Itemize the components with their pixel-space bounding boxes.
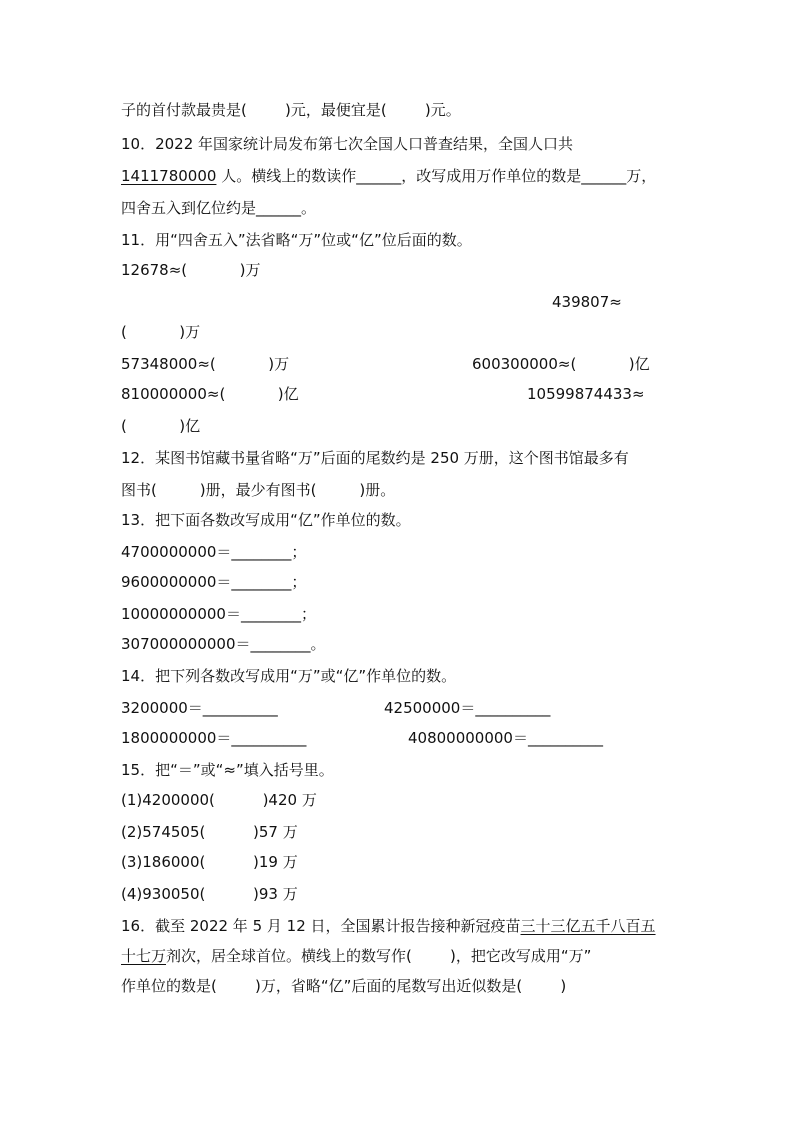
question-12-line-2: 图书( )册，最少有图书( )册。 (121, 481, 396, 499)
underlined-number: 1411780000 (121, 167, 217, 185)
q11-item-6: 10599874433≈ (527, 385, 645, 403)
q11-item-5: 810000000≈( )亿 (121, 385, 299, 403)
question-12: 12．某图书馆藏书量省略“万”后面的尾数约是 250 万册，这个图书馆最多有 (121, 449, 629, 467)
q11-item-1: 12678≈( )万 (121, 261, 261, 279)
q11-item-2-blank: ( )万 (121, 323, 201, 341)
question-13: 13．把下面各数改写成用“亿”作单位的数。 (121, 511, 411, 529)
q14-item-2: 42500000＝__________ (384, 699, 551, 717)
q11-item-3: 57348000≈( )万 (121, 355, 290, 373)
question-11: 11．用“四舍五入”法省略“万”位或“亿”位后面的数。 (121, 231, 472, 249)
question-16-text-2: 剂次，居全球首位。横线上的数写作( )，把它改写成用“万” (166, 947, 592, 965)
question-10: 10．2022 年国家统计局发布第七次全国人口普查结果，全国人口共 (121, 135, 574, 153)
question-16-text: 16．截至 2022 年 5 月 12 日，全国累计报告接种新冠疫苗 (121, 917, 521, 935)
question-16 (121, 916, 656, 936)
line-q9-tail: 子的首付款最贵是( )元，最便宜是( )元。 (121, 101, 461, 119)
q15-item-1: (1)4200000( )420 万 (121, 791, 317, 809)
question-14: 14．把下列各数改写成用“万”或“亿”作单位的数。 (121, 667, 457, 685)
question-10-text: 人。横线上的数读作______，改写成用万作单位的数是______万， (216, 167, 657, 185)
question-16-line-3: 作单位的数是( )万，省略“亿”后面的尾数写出近似数是( ) (121, 977, 567, 995)
question-10-line-2 (121, 166, 656, 186)
q11-item-6-blank: ( )亿 (121, 417, 201, 435)
q15-item-3: (3)186000( )19 万 (121, 853, 298, 871)
underlined-number-words: 三十三亿五千八百五 (520, 917, 656, 935)
q13-item-2: 9600000000＝________； (121, 573, 307, 591)
q14-item-3: 1800000000＝__________ (121, 729, 307, 747)
underlined-number-words-2: 十七万 (121, 947, 167, 965)
q15-item-4: (4)930050( )93 万 (121, 885, 298, 903)
question-15: 15．把“＝”或“≈”填入括号里。 (121, 761, 334, 779)
q11-item-4: 600300000≈( )亿 (472, 355, 650, 373)
question-16-line-2 (121, 946, 591, 966)
q15-item-2: (2)574505( )57 万 (121, 823, 298, 841)
q14-item-1: 3200000＝__________ (121, 699, 278, 717)
q13-item-4: 307000000000＝________。 (121, 635, 326, 653)
q13-item-1: 4700000000＝________； (121, 543, 307, 561)
q13-item-3: 10000000000＝________； (121, 605, 316, 623)
question-10-line-3: 四舍五入到亿位约是______。 (121, 199, 317, 217)
q14-item-4: 40800000000＝__________ (408, 729, 603, 747)
q11-item-2: 439807≈ (552, 293, 622, 311)
